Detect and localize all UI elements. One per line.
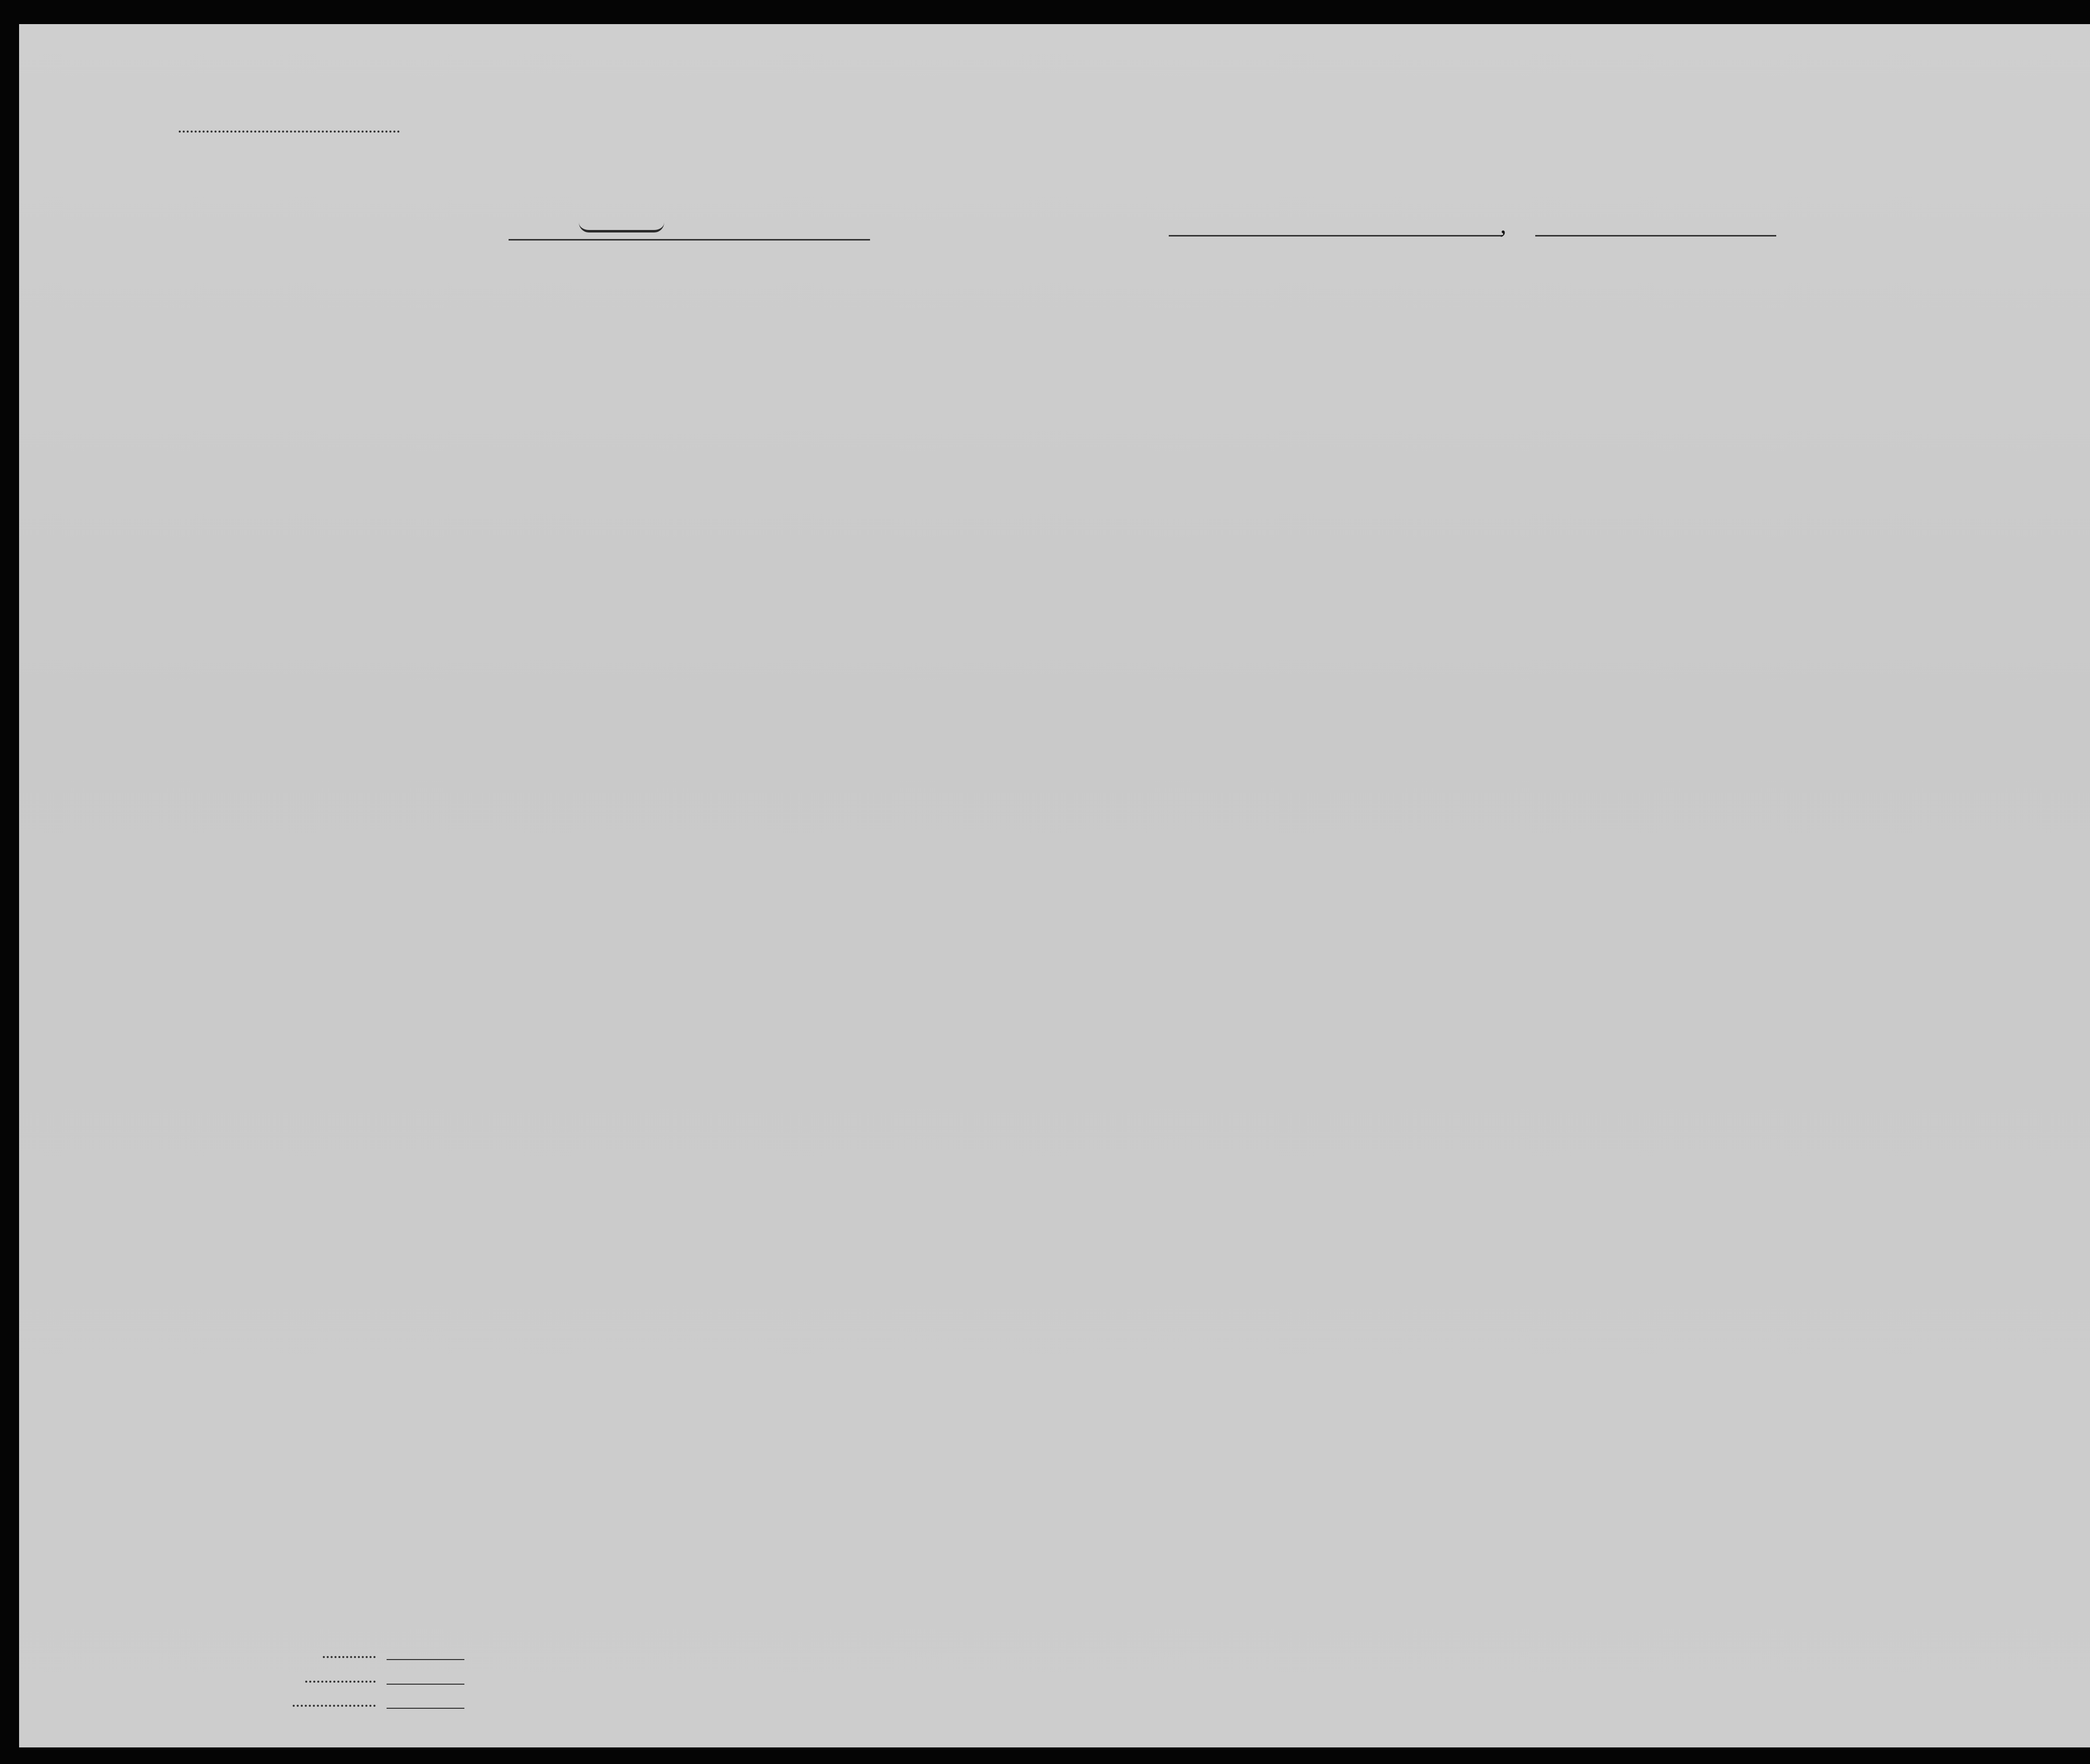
total-passengers-blank [387,1659,464,1660]
total-passengers-dots [323,1656,376,1658]
us-citizens-blank [387,1684,464,1685]
aliens-blank [387,1708,464,1709]
comma: , [1500,210,1507,239]
aliens-dots [293,1705,376,1707]
manifest-sheet [19,24,2090,1747]
us-citizens-dots [305,1681,376,1683]
manifest-grid [19,24,2090,1747]
